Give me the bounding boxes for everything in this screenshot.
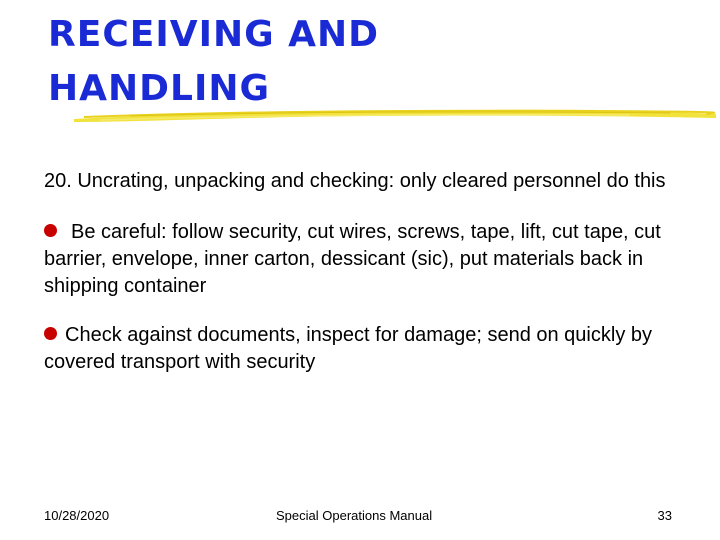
bullet-item-1-text: Be careful: follow security, cut wires, screws, tape, lift, cut tape, cut barrier, envelope, inner carton, dessicant (sic), put materials back in shipping container <box>44 221 661 297</box>
footer-document-title: Special Operations Manual <box>276 508 433 523</box>
footer-date: 10/28/2020 <box>44 508 110 523</box>
slide-title: RECEIVING AND HANDLING <box>48 14 380 109</box>
bullet-item-1 <box>44 219 694 300</box>
round-bullet-icon <box>44 224 57 237</box>
slide-body <box>44 168 694 398</box>
bullet-item-2-text: Check against documents, inspect for damage; send on quickly by covered transport with security <box>44 324 652 373</box>
lead-paragraph: 20. Uncrating, unpacking and checking: only cleared personnel do this <box>44 170 666 192</box>
bullet-item-2 <box>44 322 694 376</box>
title-underline-decoration <box>70 104 720 126</box>
round-bullet-icon <box>44 327 57 340</box>
footer-page-number: 33 <box>657 508 672 523</box>
